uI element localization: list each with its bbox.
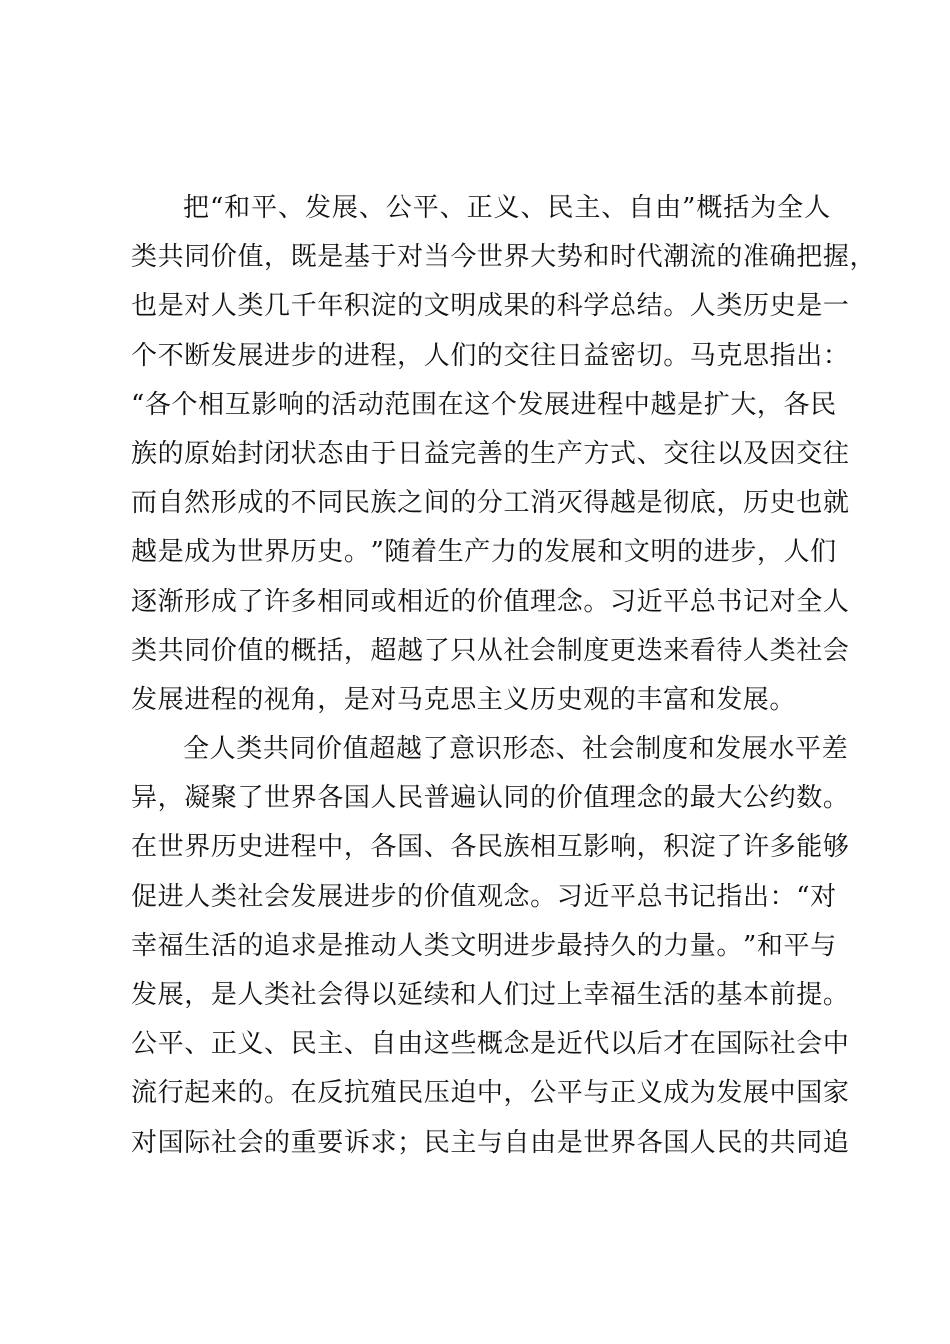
body-text [131,184,877,1168]
text-line: 把 “ 和 平 、 发 展 、 公 平 、 正 义 、 民 主 、 自 由 ” 概 括 为 全 人 [183,193,831,223]
text-line: 个 不 断 发 展 进 步 的 进 程 ， 人 们 的 交 往 日 益 密 切 。 马 克 思 指 出 ： [131,340,850,371]
text-line: 异 ， 凝 聚 了 世 界 各 国 人 民 普 遍 认 同 的 价 值 理 念 的 最 大 公 约 数 。 [131,783,850,814]
text-line: 促 进 人 类 社 会 发 展 进 步 的 价 值 观 念 。 习 近 平 总 书 记 指 出 ： “ 对 [131,881,837,912]
text-line: 流 行 起 来 的 。 在 反 抗 殖 民 压 迫 中 ， 公 平 与 正 义 成 为 发 展 中 国 家 [131,1078,850,1109]
text-line: 发展进程的视角，是对马克思主义历史观的丰富和发展。 [131,684,797,715]
text-line: 越 是 成 为 世 界 历 史 。 ” 随 着 生 产 力 的 发 展 和 文 明 的 进 步 ， 人 们 [131,537,837,568]
text-line: 幸 福 生 活 的 追 求 是 推 动 人 类 文 明 进 步 最 持 久 的 力 量 。 ” 和 平 与 [131,930,837,961]
text-line: 逐 渐 形 成 了 许 多 相 同 或 相 近 的 价 值 理 念 。 习 近 平 总 书 记 对 全 人 [131,586,850,617]
text-line: 也 是 对 人 类 几 千 年 积 淀 的 文 明 成 果 的 科 学 总 结 。 人 类 历 史 是 一 [131,291,850,322]
text-line: 全 人 类 共 同 价 值 超 越 了 意 识 形 态 、 社 会 制 度 和 发 展 水 平 差 [183,734,849,765]
text-line: 发 展 ， 是 人 类 社 会 得 以 延 续 和 人 们 过 上 幸 福 生 活 的 基 本 前 提 。 [131,980,850,1010]
text-line: “ 各 个 相 互 影 响 的 活 动 范 围 在 这 个 发 展 进 程 中 越 是 扩 大 ， 各 民 [131,389,837,420]
text-line: 公 平 、 正 义 、 民 主 、 自 由 这 些 概 念 是 近 代 以 后 才 在 国 际 社 会 中 [131,1029,850,1060]
text-line: 类 共 同 价 值 ， 既 是 基 于 对 当 今 世 界 大 势 和 时 代 潮 流 的 准 确 把 握 ， [131,242,877,273]
text-line: 对 国 际 社 会 的 重 要 诉 求 ； 民 主 与 自 由 是 世 界 各 国 人 民 的 共 同 追 [131,1127,850,1158]
text-line: 类 共 同 价 值 的 概 括 ， 超 越 了 只 从 社 会 制 度 更 迭 来 看 待 人 类 社 会 [131,635,850,666]
text-line: 族 的 原 始 封 闭 状 态 由 于 日 益 完 善 的 生 产 方 式 、 交 往 以 及 因 交 往 [131,438,850,469]
text-line: 在 世 界 历 史 进 程 中 ， 各 国 、 各 民 族 相 互 影 响 ， 积 淀 了 许 多 能 够 [131,832,850,863]
text-line: 而 自 然 形 成 的 不 同 民 族 之 间 的 分 工 消 灭 得 越 是 彻 底 ， 历 史 也 就 [131,488,850,519]
